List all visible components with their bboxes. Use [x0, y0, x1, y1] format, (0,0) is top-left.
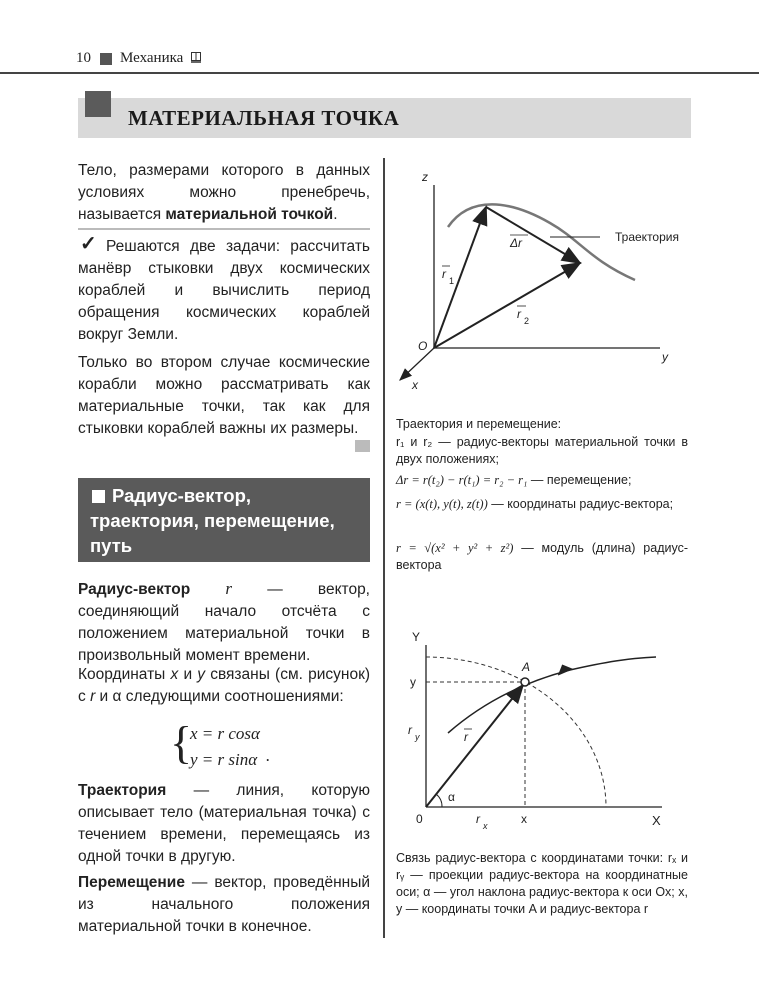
figure-coordinates [390, 625, 690, 840]
figure1-caption-line1: r₁ и r₂ — радиус-векторы материальной точки в двух положениях; [396, 435, 688, 466]
figure1-caption-line3: r = (x(t), y(t), z(t)) — координаты радиус-вектора; [396, 497, 674, 511]
label-x-coord: x [521, 812, 527, 826]
label-y: y [662, 350, 668, 364]
figure1-caption-line2: Δr = r(t₂) − r(t₁) = r₂ − r₁ — перемещение; [396, 473, 632, 487]
label-y-coord: y [410, 675, 416, 689]
task-paragraph: Решаются две задачи: рассчитать манёвр стыковки двух космических кораблей и вычислить период обращения космических кораблей вокруг Земли. [78, 238, 370, 343]
column-divider [383, 158, 385, 938]
radius-arc [426, 657, 606, 807]
label-ry-sub: y [415, 732, 420, 742]
radius-vector-definition: Радиус-вектор r — вектор, соединяющий начало отсчёта с положением материальной точки в произвольный момент времени. [78, 579, 370, 664]
figure1-caption-title: Траектория и перемещение: [396, 417, 562, 431]
equation-x: x = r cosα [190, 724, 260, 743]
checkmark-icon: ✓ [80, 233, 97, 255]
answer-paragraph: Только во втором случае космические корабли можно рассматривать как материальные точки, так как для стыковки кораблей важны их размеры. [78, 354, 370, 437]
trajectory-arrowhead [558, 665, 572, 675]
figure-trajectory [390, 165, 690, 400]
equation-y: y = r sinα [190, 750, 258, 769]
vector-r-symbol: r [225, 579, 232, 598]
label-r2: r [517, 307, 521, 321]
label-r: r [464, 730, 468, 744]
header-square-icon [100, 53, 112, 65]
task-divider [78, 228, 370, 230]
coordinates-paragraph: Координаты x и y связаны (см. рисунок) с r и α следующими соотношениями: [78, 666, 371, 705]
label-alpha: α [448, 790, 455, 804]
label-x: x [412, 378, 418, 392]
book-icon [191, 52, 201, 63]
vector-r2 [434, 263, 580, 348]
figure2-caption: Связь радиус-вектора с координатами точки: rₓ и rᵧ — проекции радиус-вектора на координатные оси; α — угол наклона радиус-вектора к оси Ox; x, y — координаты точки A и радиус-вектора r [396, 851, 688, 916]
trajectory-curve [448, 204, 635, 280]
section-heading: Радиус-вектор, траектория, перемещение, путь [90, 485, 335, 556]
term-material-point: материальной точкой [165, 206, 334, 223]
title-square-icon [85, 91, 111, 117]
label-trajectory: Траектория [615, 230, 679, 244]
page-title: МАТЕРИАЛЬНАЯ ТОЧКА [128, 106, 400, 130]
axis-x [400, 348, 434, 380]
alpha-arc [436, 794, 442, 807]
intro-paragraph: Тело, размерами которого в данных условиях можно пренебречь, называется материальной точкой. [78, 162, 370, 223]
label-rx: r [476, 812, 480, 826]
label-r1: r [442, 267, 446, 281]
figure1-caption-line4: r = √(x² + y² + z²) — модуль (длина) радиус-вектора [396, 541, 688, 572]
header-rule [0, 72, 759, 74]
trajectory-curve-2 [448, 657, 656, 733]
label-rx-sub: x [483, 821, 488, 831]
running-header: Механика [120, 50, 184, 66]
label-A: A [522, 660, 531, 674]
label-X: X [652, 813, 661, 828]
label-delta-r: Δr [510, 236, 523, 250]
label-r1-sub: 1 [449, 276, 455, 286]
label-origin: O [418, 339, 428, 353]
label-Y: Y [412, 630, 421, 644]
label-r2-sub: 2 [524, 316, 530, 326]
answer-end-marker [355, 440, 370, 452]
equation-end: . [266, 746, 271, 765]
trajectory-definition: Траектория — линия, которую описывает тело (материальная точка) с течением времени, перемещаясь из одной точки в другую. [78, 782, 370, 865]
vector-r [426, 685, 523, 807]
point-A [521, 678, 529, 686]
label-z: z [422, 170, 428, 184]
system-brace: { [170, 717, 193, 768]
label-ry: r [408, 723, 412, 737]
displacement-definition: Перемещение — вектор, проведённый из начального положения материальной точки в конечное. [78, 874, 370, 935]
label-zero: 0 [416, 812, 423, 826]
page-number: 10 [76, 50, 91, 66]
